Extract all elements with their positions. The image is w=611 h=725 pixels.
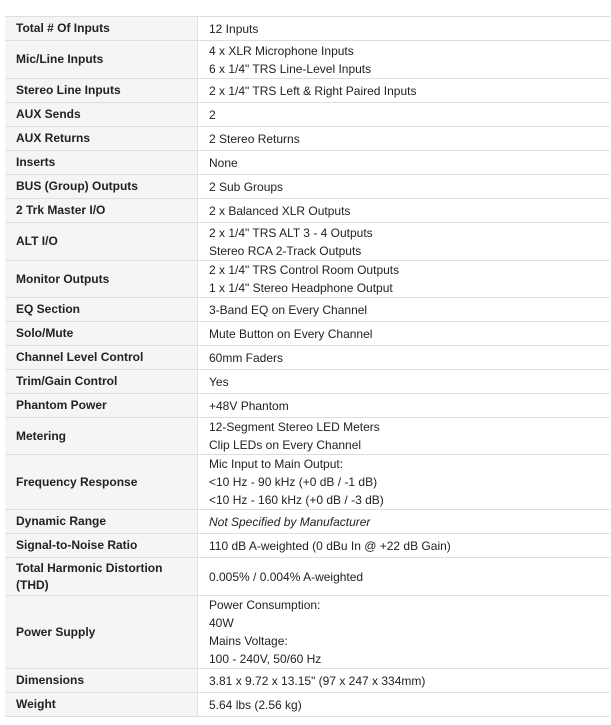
spec-row — [5, 370, 610, 394]
spec-value — [198, 534, 611, 558]
spec-value — [198, 669, 611, 693]
spec-label-text: Total Harmonic Distortion (THD) — [16, 560, 163, 592]
spec-label-text: Frequency Response — [16, 474, 138, 489]
spec-label-text: Solo/Mute — [16, 326, 74, 340]
spec-label-text: Weight — [16, 697, 56, 711]
spec-row — [5, 346, 610, 370]
spec-value-line: 40W — [209, 616, 234, 630]
spec-label — [5, 346, 198, 370]
spec-row — [5, 298, 610, 322]
spec-row — [5, 41, 610, 79]
spec-label — [5, 41, 198, 79]
spec-value-line: Yes — [209, 374, 229, 389]
spec-value — [198, 175, 611, 199]
spec-label-text: BUS (Group) Outputs — [16, 179, 138, 193]
spec-label-text: Signal-to-Noise Ratio — [16, 538, 138, 552]
spec-value-line: 4 x XLR Microphone Inputs — [209, 43, 354, 58]
spec-value-line: 2 x 1/4" TRS Left & Right Paired Inputs — [209, 83, 417, 98]
spec-label — [5, 261, 198, 298]
spec-label-text: 2 Trk Master I/O — [16, 203, 106, 217]
spec-value-line: 3-Band EQ on Every Channel — [209, 302, 368, 317]
spec-value — [198, 103, 611, 127]
spec-label-text: Total # Of Inputs — [16, 21, 110, 35]
spec-label — [5, 418, 198, 455]
spec-value — [198, 261, 611, 298]
spec-value — [198, 298, 611, 322]
spec-row — [5, 455, 610, 510]
spec-label — [5, 394, 198, 418]
spec-value-line: 12 Inputs — [209, 21, 259, 36]
spec-value-line: 5.64 lbs (2.56 kg) — [209, 697, 302, 712]
spec-value-line: +48V Phantom — [209, 398, 289, 413]
spec-value — [198, 151, 611, 175]
spec-value-line: 1 x 1/4" Stereo Headphone Output — [209, 281, 393, 295]
specifications-table — [5, 16, 610, 717]
spec-label — [5, 693, 198, 717]
spec-row — [5, 418, 610, 455]
spec-label — [5, 17, 198, 41]
spec-row — [5, 175, 610, 199]
specifications-body — [5, 17, 610, 717]
spec-row — [5, 510, 610, 534]
spec-label-text: Dimensions — [16, 673, 85, 687]
spec-label — [5, 322, 198, 346]
spec-value — [198, 370, 611, 394]
spec-row — [5, 127, 610, 151]
spec-value-line: 60mm Faders — [209, 350, 284, 365]
spec-row — [5, 693, 610, 717]
spec-value — [198, 558, 611, 596]
spec-value-line: 100 - 240V, 50/60 Hz — [209, 652, 322, 666]
spec-value-line: 2 x 1/4" TRS Control Room Outputs — [209, 263, 400, 277]
spec-value — [198, 199, 611, 223]
spec-value-line: 3.81 x 9.72 x 13.15" (97 x 247 x 334mm) — [209, 673, 426, 688]
spec-value-line: Stereo RCA 2-Track Outputs — [209, 243, 362, 258]
spec-value-line: 2 — [209, 107, 216, 122]
spec-label-text: Dynamic Range — [16, 514, 107, 528]
spec-row — [5, 199, 610, 223]
spec-label — [5, 455, 198, 510]
spec-label-text: Mic/Line Inputs — [16, 52, 104, 66]
spec-value-line: 2 x Balanced XLR Outputs — [209, 203, 351, 218]
spec-label-text: AUX Sends — [16, 107, 81, 121]
spec-row — [5, 17, 610, 41]
spec-row — [5, 103, 610, 127]
spec-label-text: Stereo Line Inputs — [16, 83, 121, 97]
spec-label — [5, 223, 198, 261]
spec-label-text: Metering — [16, 428, 67, 443]
spec-value-line: <10 Hz - 160 kHz (+0 dB / -3 dB) — [209, 493, 384, 507]
spec-row — [5, 322, 610, 346]
spec-label-text: Monitor Outputs — [16, 271, 110, 286]
spec-value-line: 12-Segment Stereo LED Meters — [209, 420, 380, 434]
spec-value-line: 2 x 1/4" TRS ALT 3 - 4 Outputs — [209, 225, 373, 240]
spec-label-text: Channel Level Control — [16, 350, 144, 364]
spec-value-line: 6 x 1/4" TRS Line-Level Inputs — [209, 61, 372, 76]
spec-value-line: 2 Sub Groups — [209, 179, 284, 194]
spec-value — [198, 322, 611, 346]
spec-label-text: ALT I/O — [16, 234, 58, 248]
spec-row — [5, 596, 610, 669]
spec-value — [198, 17, 611, 41]
spec-value — [198, 346, 611, 370]
spec-label-text: Inserts — [16, 155, 56, 169]
spec-label — [5, 103, 198, 127]
spec-value — [198, 418, 611, 455]
spec-label — [5, 175, 198, 199]
spec-value-line: Mute Button on Every Channel — [209, 326, 373, 341]
spec-value-line: 2 Stereo Returns — [209, 131, 300, 146]
spec-label — [5, 298, 198, 322]
spec-row — [5, 669, 610, 693]
spec-label-text: Trim/Gain Control — [16, 374, 118, 388]
spec-row — [5, 261, 610, 298]
spec-label — [5, 370, 198, 394]
spec-value-line: <10 Hz - 90 kHz (+0 dB / -1 dB) — [209, 475, 378, 489]
spec-value — [198, 596, 611, 669]
spec-label — [5, 79, 198, 103]
spec-value — [198, 394, 611, 418]
spec-label-text: AUX Returns — [16, 131, 91, 145]
spec-label-text: Power Supply — [16, 624, 96, 639]
spec-value-line: None — [209, 155, 238, 170]
spec-row — [5, 79, 610, 103]
spec-label — [5, 199, 198, 223]
spec-value — [198, 693, 611, 717]
spec-value-line: 0.005% / 0.004% A-weighted — [209, 569, 364, 584]
spec-label-text: Phantom Power — [16, 398, 107, 412]
spec-row — [5, 394, 610, 418]
spec-label — [5, 127, 198, 151]
spec-row — [5, 151, 610, 175]
spec-label — [5, 534, 198, 558]
spec-label — [5, 151, 198, 175]
spec-label — [5, 510, 198, 534]
spec-value-line: 110 dB A-weighted (0 dBu In @ +22 dB Gain) — [209, 538, 451, 553]
spec-value — [198, 510, 611, 534]
spec-value-line: Mic Input to Main Output: — [209, 457, 344, 471]
spec-label — [5, 558, 198, 596]
spec-value-line: Not Specified by Manufacturer — [209, 514, 371, 529]
spec-value — [198, 41, 611, 79]
spec-value-line: Mains Voltage: — [209, 634, 288, 648]
spec-label — [5, 669, 198, 693]
spec-row — [5, 223, 610, 261]
spec-label — [5, 596, 198, 669]
spec-label-text: EQ Section — [16, 302, 81, 316]
spec-value — [198, 79, 611, 103]
spec-value — [198, 455, 611, 510]
spec-row — [5, 534, 610, 558]
spec-value — [198, 127, 611, 151]
spec-value — [198, 223, 611, 261]
spec-row — [5, 558, 610, 596]
spec-value-line: Clip LEDs on Every Channel — [209, 438, 362, 452]
spec-value-line: Power Consumption: — [209, 598, 321, 612]
